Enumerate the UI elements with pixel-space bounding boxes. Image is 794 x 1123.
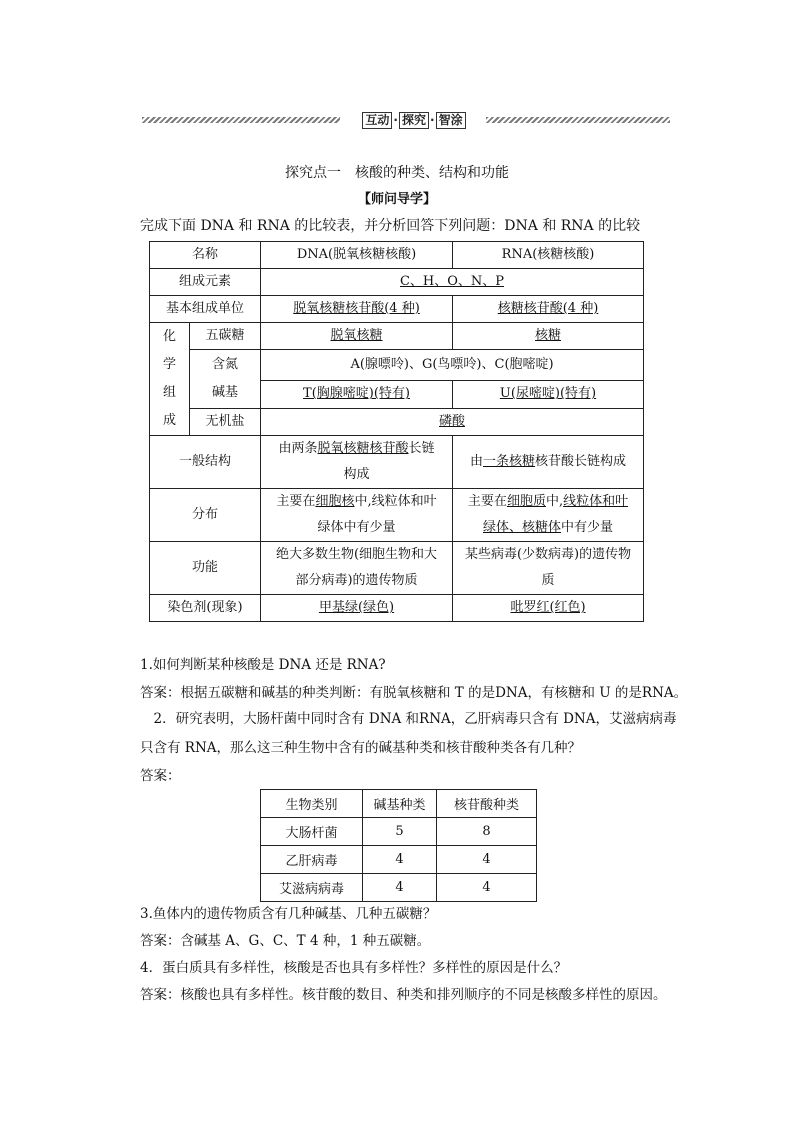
banner-part-3: 智涂 [436, 112, 466, 129]
base-label-1: 含氮 [212, 357, 239, 372]
chem-char: 化 [162, 329, 176, 344]
structure-dna [261, 436, 453, 489]
distribution-dna-part: 绿体中有少量 [317, 520, 396, 535]
elements-text: C、H、O、N、P [399, 274, 505, 289]
distribution-rna [453, 489, 644, 542]
salt-label: 无机盐 [190, 409, 261, 436]
question-2: 2．研究表明，大肠杆菌中同时含有 DNA 和RNA，乙肝病毒只含有 DNA，艾滋病病毒只含有 RNA，那么这三种生物中含有的碱基种类和核苷酸种类各有几种？ [140, 711, 677, 756]
banner-separator: · [393, 113, 398, 127]
answer-4: 答案：核酸也具有多样性。核苷酸的数目、种类和排列顺序的不同是核酸多样性的原因。 [140, 987, 667, 1003]
elements-label: 组成元素 [150, 269, 261, 296]
answer-2-label: 答案： [140, 768, 181, 784]
banner-part-2: 探究 [399, 112, 429, 129]
structure-rna-part: 由 [469, 454, 483, 469]
distribution-rna-key: 细胞质 [506, 494, 546, 509]
distribution-rna-part: 中, [545, 494, 564, 509]
table-row [150, 323, 644, 350]
header-dna: DNA(脱氧核糖核酸) [261, 242, 453, 269]
function-dna-line: 绝大多数生物(细胞生物和大 [275, 547, 438, 562]
structure-dna-part: 由两条 [278, 441, 318, 456]
species-header: 核苷酸种类 [437, 790, 537, 818]
distribution-rna-part: 中有少量 [561, 520, 614, 535]
base-common: A(腺嘌呤)、G(鸟嘌呤)、C(胞嘧啶) [261, 350, 644, 381]
stain-dna [261, 595, 453, 622]
sugar-dna [261, 323, 453, 350]
header-name: 名称 [150, 242, 261, 269]
structure-rna-part: 核苷酸长链构成 [535, 454, 627, 469]
table-row [150, 350, 644, 381]
species-cell: 5 [363, 818, 437, 846]
table-row [150, 409, 644, 436]
chem-char: 学 [162, 357, 176, 372]
banner-separator: · [430, 113, 435, 127]
question-4: 4．蛋白质具有多样性，核酸是否也具有多样性？多样性的原因是什么？ [140, 960, 568, 976]
chem-char: 组 [162, 385, 176, 400]
species-cell: 4 [437, 874, 537, 902]
salt-value [261, 409, 644, 436]
table-row [261, 790, 537, 818]
answer-3: 答案：含碱基 A、G、C、T 4 种，1 种五碳糖。 [140, 933, 431, 949]
answer-1: 答案：根据五碳糖和碱基的种类判断：有脱氧核糖和 T 的是DNA，有核糖和 U 的是RNA。 [140, 685, 688, 701]
unit-dna [261, 296, 453, 323]
dna-rna-comparison-table [149, 241, 644, 622]
table-row [150, 595, 644, 622]
salt-text: 磷酸 [439, 414, 466, 429]
distribution-dna [261, 489, 453, 542]
table-row [261, 818, 537, 846]
sugar-rna-text: 核糖 [535, 328, 562, 343]
table-row [150, 489, 644, 542]
table-row [150, 436, 644, 489]
species-header: 生物类别 [261, 790, 363, 818]
base-rna [453, 380, 644, 409]
distribution-rna-key: 线粒体和叶 [563, 494, 629, 509]
distribution-dna-part: 中,线粒体和叶 [354, 494, 437, 509]
species-header: 碱基种类 [363, 790, 437, 818]
distribution-dna-part: 主要在 [276, 494, 316, 509]
question-3: 3.鱼体内的遗传物质含有几种碱基、几种五碳糖？ [140, 906, 437, 922]
function-rna [453, 542, 644, 595]
sugar-rna [453, 323, 644, 350]
function-rna-line: 某些病毒(少数病毒)的遗传物 [464, 547, 632, 562]
header-rna: RNA(核糖核酸) [453, 242, 644, 269]
function-rna-line: 质 [541, 573, 555, 588]
sugar-label: 五碳糖 [190, 323, 261, 350]
section-subtitle: 【师问导学】 [357, 192, 436, 207]
distribution-rna-part: 主要在 [467, 494, 507, 509]
structure-rna [453, 436, 644, 489]
structure-rna-key: 核糖 [509, 454, 536, 469]
intro-text: 完成下面 DNA 和 RNA 的比较表，并分析回答下列问题：DNA 和 RNA 的比较 [140, 218, 641, 234]
species-cell: 4 [437, 846, 537, 874]
base-rna-text: U(尿嘧啶)(特有) [499, 386, 597, 402]
species-cell: 大肠杆菌 [261, 818, 363, 846]
banner-stripe-right [486, 117, 670, 123]
section-banner [142, 111, 670, 129]
distribution-dna-key: 细胞核 [315, 494, 355, 509]
banner-part-1: 互动 [362, 112, 392, 129]
structure-dna-part: 构成 [343, 467, 370, 482]
base-dna [261, 380, 453, 409]
structure-dna-part: 长链 [408, 441, 435, 456]
species-cell: 8 [437, 818, 537, 846]
function-dna-line: 部分病毒)的遗传物质 [295, 573, 418, 588]
structure-rna-key: 一条 [483, 454, 510, 469]
table-row [261, 846, 537, 874]
structure-dna-key: 脱氧核糖核苷酸 [317, 441, 409, 456]
unit-dna-text: 脱氧核糖核苷酸(4 种) [293, 301, 420, 316]
stain-rna [453, 595, 644, 622]
table-row [150, 269, 644, 296]
stain-rna-text: 吡罗红(红色) [510, 600, 586, 615]
sugar-dna-text: 脱氧核糖 [330, 328, 383, 343]
structure-label: 一般结构 [150, 436, 261, 489]
species-cell: 艾滋病病毒 [261, 874, 363, 902]
base-dna-text: T(胸腺嘧啶)(特有) [303, 386, 410, 402]
base-label-2: 碱基 [212, 385, 239, 400]
species-table [260, 789, 537, 902]
function-dna [261, 542, 453, 595]
chem-composition-label [150, 323, 190, 436]
stain-dna-text: 甲基绿(绿色) [318, 600, 395, 615]
table-row [261, 874, 537, 902]
unit-label: 基本组成单位 [150, 296, 261, 323]
unit-rna [453, 296, 644, 323]
elements-value [261, 269, 644, 296]
species-cell: 4 [363, 874, 437, 902]
distribution-rna-key: 绿体、核糖体 [483, 520, 562, 535]
base-label [190, 350, 261, 409]
species-cell: 4 [363, 846, 437, 874]
function-label: 功能 [150, 542, 261, 595]
banner-label [346, 111, 482, 129]
table-row [150, 242, 644, 269]
unit-rna-text: 核糖核苷酸(4 种) [497, 301, 599, 316]
section-title: 探究点一 核酸的种类、结构和功能 [285, 165, 509, 181]
table-row [150, 296, 644, 323]
banner-stripe-left [142, 117, 340, 123]
question-1: 1.如何判断某种核酸是 DNA 还是 RNA? [140, 657, 386, 673]
distribution-label: 分布 [150, 489, 261, 542]
table-row [150, 542, 644, 595]
species-cell: 乙肝病毒 [261, 846, 363, 874]
stain-label: 染色剂(现象) [150, 595, 261, 622]
chem-char: 成 [162, 413, 176, 428]
